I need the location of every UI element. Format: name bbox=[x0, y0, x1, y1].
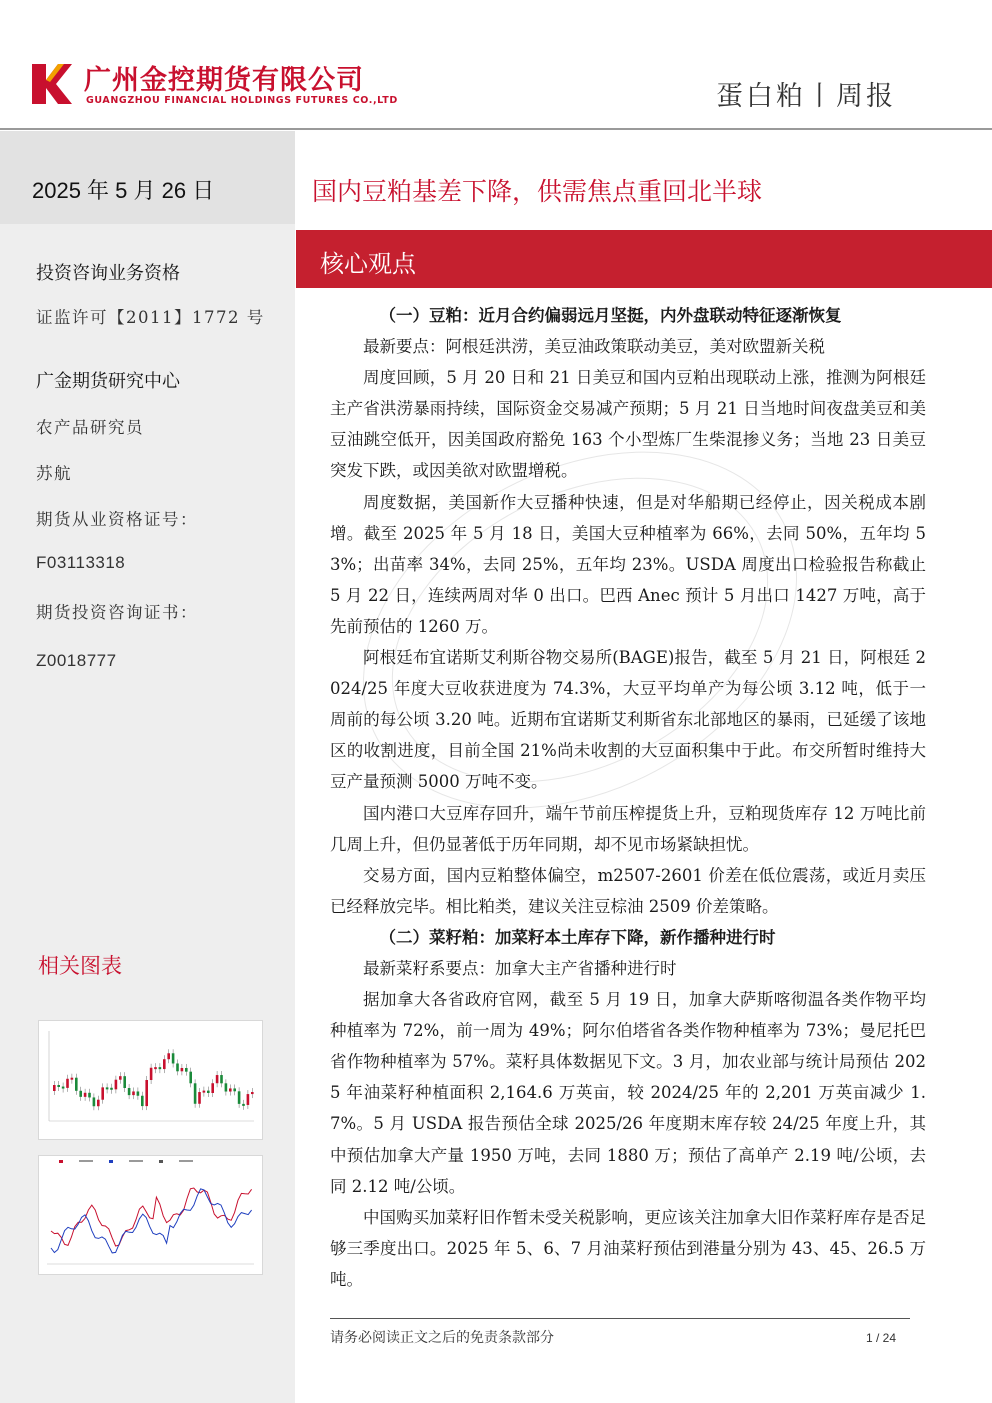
candle-body bbox=[203, 1091, 206, 1093]
candle-body bbox=[229, 1088, 232, 1091]
candle-body bbox=[150, 1068, 153, 1080]
candle-body bbox=[132, 1091, 135, 1095]
candle-body bbox=[53, 1085, 56, 1091]
related-charts-title: 相关图表 bbox=[38, 954, 122, 978]
analyst-name: 苏航 bbox=[36, 464, 72, 483]
candle-body bbox=[198, 1092, 201, 1104]
candle-body bbox=[233, 1088, 236, 1091]
candle-body bbox=[115, 1080, 118, 1090]
body-paragraph: 国内港口大豆库存回升，端午节前压榨提货上升，豆粕现货库存 12 万吨比前几周上升，但仍显著低于历年同期，却不见市场紧缺担忧。 bbox=[330, 803, 926, 854]
consult-cert-number: Z0018777 bbox=[36, 651, 117, 670]
chart-line-red bbox=[51, 1188, 252, 1246]
candle-body bbox=[141, 1096, 144, 1106]
candle-body bbox=[185, 1068, 188, 1072]
candle-body bbox=[238, 1091, 241, 1104]
page-number: 1 / 24 bbox=[866, 1331, 897, 1345]
candle-body bbox=[123, 1076, 126, 1088]
body-paragraph: 周度数据，美国新作大豆播种快速，但是对华船期已经停止，因关税成本剧增。截至 2025 年 5 月 18 日，美国大豆种植率为 66%，去同 50%，五年均 53%；出苗率 34%，去同 25%，五年均 23%。USDA 周度出口检验报告称截止 5 月 22 日，连续两周对华 0 出口。巴西 Anec 预计 5 月出口 1427 万吨，高于先前预估的 1260 万。 bbox=[330, 492, 926, 636]
related-chart-thumbnail-1[interactable] bbox=[38, 1020, 263, 1140]
candle-body bbox=[110, 1088, 113, 1090]
candle-body bbox=[93, 1097, 96, 1106]
company-logo-icon bbox=[30, 62, 74, 106]
body-paragraph: 周度回顾，5 月 20 日和 21 日美豆和国内豆粕出现联动上涨，推测为阿根廷主产省洪涝暴雨持续，国际资金交易减产预期；5 月 21 日当地时间夜盘美豆和美豆油跳空低开，因美国政府豁免 163 个小型炼厂生柴混掺义务；当地 23 日美豆突发下跌，或因美欲对欧盟增税。 bbox=[330, 368, 926, 481]
candle-body bbox=[211, 1083, 214, 1093]
body-paragraph: 阿根廷布宜诺斯艾利斯谷物交易所(BAGE)报告，截至 5 月 21 日，阿根廷 2024/25 年度大豆收获进度为 74.3%，大豆平均单产为每公顷 3.12 吨，低于一周前的每公顷 3.20 吨。近期布宜诺斯艾利斯省东北部地区的暴雨，已延缓了该地区的收割进度，目前全国 21%尚未收割的大豆面积集中于此。布交所暂时维持大豆产量预测 5000 万吨不变。 bbox=[330, 648, 926, 792]
candle-body bbox=[251, 1092, 254, 1094]
analyst-role: 农产品研究员 bbox=[36, 418, 144, 437]
company-name-cn: 广州金控期货有限公司 bbox=[84, 65, 364, 96]
candle-body bbox=[101, 1087, 104, 1099]
candle-body bbox=[106, 1087, 109, 1089]
candle-body bbox=[220, 1075, 223, 1083]
practice-cert-number: F03113318 bbox=[36, 553, 126, 572]
chart-line-blue bbox=[51, 1189, 252, 1253]
candle-body bbox=[247, 1094, 250, 1105]
candle-body bbox=[163, 1059, 166, 1069]
consult-cert-label: 期货投资咨询证书： bbox=[36, 603, 198, 622]
candle-body bbox=[66, 1079, 69, 1088]
report-body bbox=[330, 300, 926, 1295]
section-heading: （一）豆粕：近月合约偏弱远月坚挺，内外盘联动特征逐渐恢复 bbox=[379, 306, 842, 325]
candle-body bbox=[242, 1104, 245, 1106]
body-paragraph: 中国购买加菜籽旧作暂未受关税影响，更应该关注加拿大旧作菜籽库存是否足够三季度出口。2025 年 5、6、7 月油菜籽预估到港量分别为 43、45、26.5 万吨。 bbox=[330, 1207, 926, 1289]
core-view-label: 核心观点 bbox=[320, 250, 416, 278]
candle-body bbox=[181, 1068, 184, 1071]
section-heading: （二）菜籽粕：加菜籽本土库存下降，新作播种进行时 bbox=[379, 927, 776, 947]
header-divider bbox=[0, 128, 992, 130]
license-number: 证监许可【2011】1772 号 bbox=[36, 308, 265, 327]
related-chart-thumbnail-2[interactable] bbox=[38, 1155, 263, 1275]
candle-body bbox=[71, 1078, 74, 1080]
body-paragraph: 最新菜籽系要点：加拿大主产省播种进行时 bbox=[363, 958, 677, 978]
candle-body bbox=[79, 1091, 82, 1097]
candle-body bbox=[119, 1076, 122, 1080]
candle-body bbox=[176, 1063, 179, 1071]
candle-body bbox=[137, 1091, 140, 1095]
candle-body bbox=[57, 1085, 60, 1087]
report-date: 2025 年 5 月 26 日 bbox=[32, 178, 215, 203]
body-paragraph: 据加拿大各省政府官网，截至 5 月 19 日，加拿大萨斯喀彻温各类作物平均种植率为 72%，前一周为 49%；阿尔伯塔省各类作物种植率为 73%；曼尼托巴省作物种植率为 57%。菜籽具体数据见下文。3 月，加农业部与统计局预估 2025 年油菜籽种植面积 2,164.6 万英亩，较 2024/25 年的 2,201 万英亩减少 1.7%。5 月 USDA 报告预估全球 2025/26 年度期末库存较 24/25 年度上升，其中预估加拿大产量 1950 万吨，去同 1880 万；预估了高单产 2.19 吨/公顷，去同 2.12 吨/公顷。 bbox=[330, 990, 926, 1196]
body-paragraph: 最新要点：阿根廷洪涝，美豆油政策联动美豆，美对欧盟新关税 bbox=[363, 337, 825, 357]
footer-divider bbox=[330, 1318, 910, 1319]
qualification-title: 投资咨询业务资格 bbox=[36, 263, 180, 284]
candle-body bbox=[159, 1067, 162, 1069]
body-paragraph: 交易方面，国内豆粕整体偏空，m2507-2601 价差在低位震荡，或近月卖压已经释放完毕。相比粕类，建议关注豆棕油 2509 价差策略。 bbox=[330, 865, 926, 916]
candle-body bbox=[62, 1087, 65, 1089]
candle-body bbox=[154, 1067, 157, 1069]
candle-body bbox=[75, 1078, 78, 1091]
candle-body bbox=[194, 1083, 197, 1103]
candle-body bbox=[84, 1093, 87, 1097]
candle-body bbox=[172, 1053, 175, 1063]
practice-cert-label: 期货从业资格证号： bbox=[36, 510, 198, 529]
candle-body bbox=[128, 1088, 131, 1095]
candle-body bbox=[97, 1100, 100, 1107]
report-title: 国内豆粕基差下降，供需焦点重回北半球 bbox=[312, 177, 763, 206]
candlestick-series bbox=[53, 1049, 254, 1110]
disclaimer-note: 请务必阅读正文之后的免责条款部分 bbox=[330, 1330, 554, 1346]
candle-body bbox=[167, 1053, 170, 1059]
candle-body bbox=[225, 1083, 228, 1091]
candle-body bbox=[189, 1072, 192, 1084]
research-center: 广金期货研究中心 bbox=[36, 371, 180, 392]
candle-body bbox=[88, 1093, 91, 1098]
candle-body bbox=[216, 1075, 219, 1083]
candle-body bbox=[145, 1080, 148, 1106]
report-type: 蛋白粕丨周报 bbox=[716, 81, 896, 112]
company-name-en: GUANGZHOU FINANCIAL HOLDINGS FUTURES CO.,LTD bbox=[86, 95, 398, 106]
candle-body bbox=[207, 1091, 210, 1093]
